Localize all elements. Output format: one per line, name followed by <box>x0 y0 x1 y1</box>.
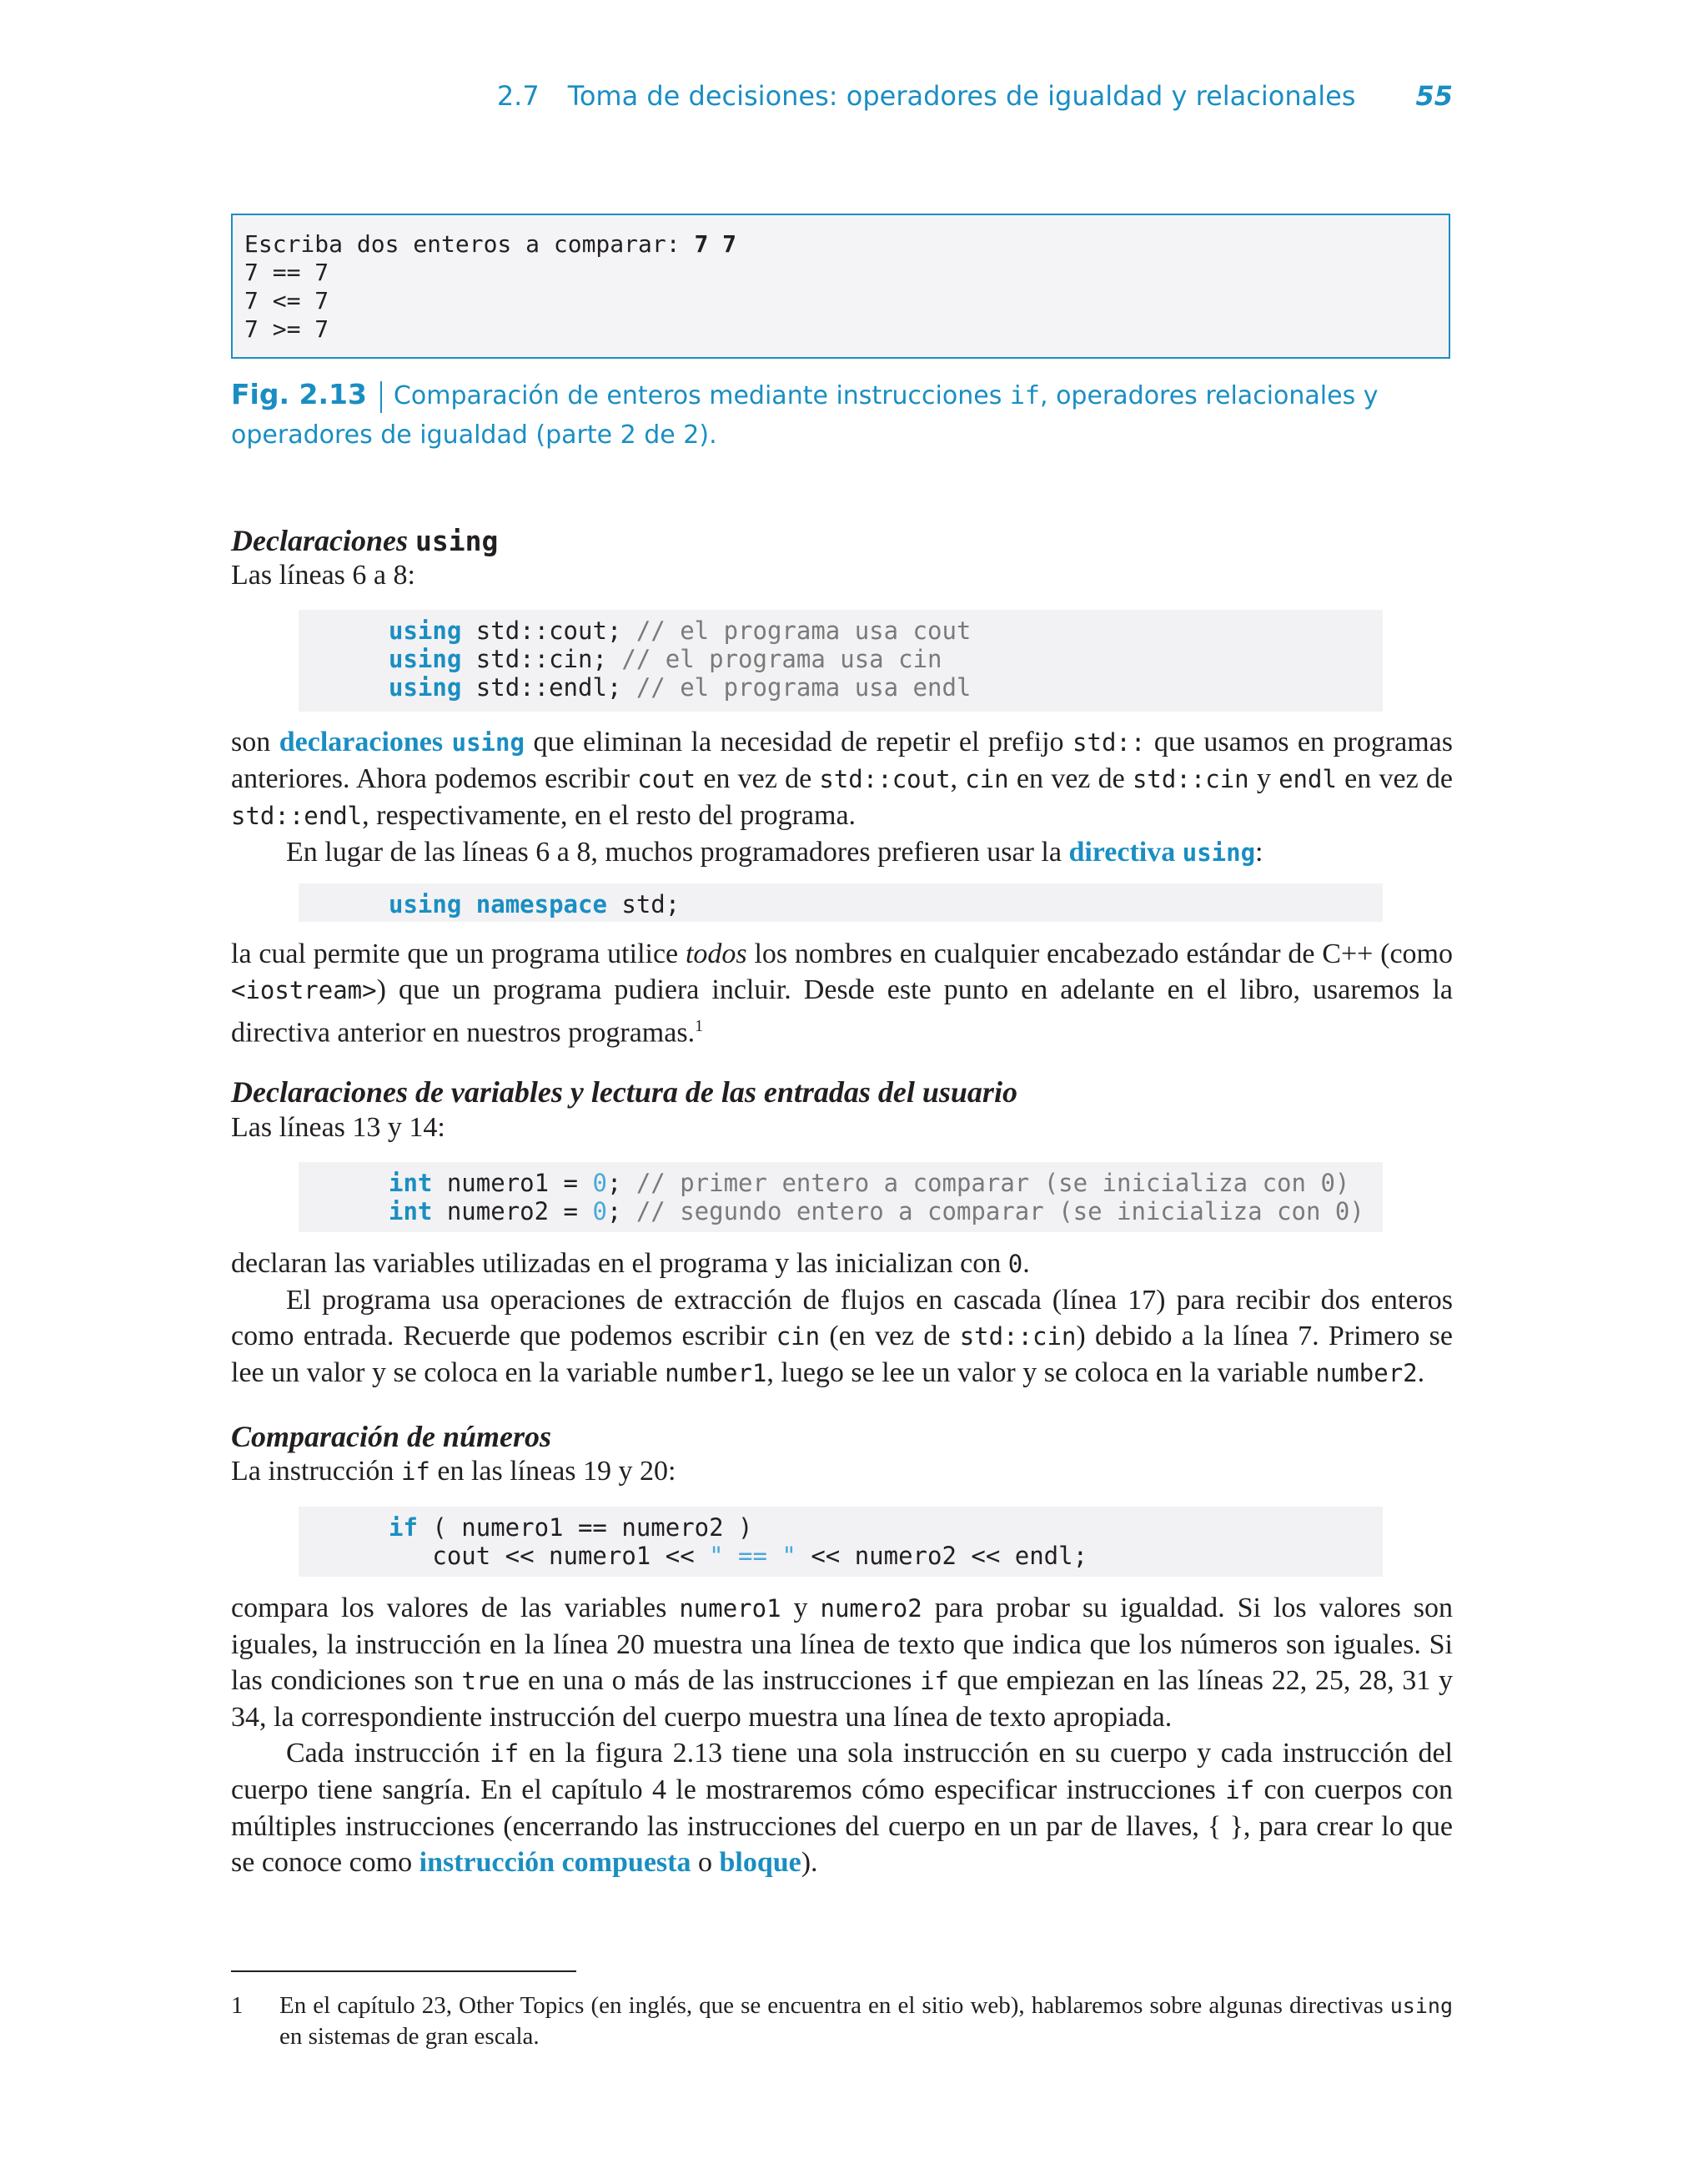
code-keyword: namespace <box>475 890 607 918</box>
code-text: std::cout; <box>461 616 636 645</box>
code-text: cout << numero1 << <box>389 1542 710 1570</box>
code-block-using <box>299 610 1383 712</box>
body-text: son declaraciones using que eliminan la necesidad de repetir el prefijo std:: que usamos en programas anteriores. Ahora podemos escribir cout en vez de std::cout, cin en vez de std::cin y endl en vez de std::endl, respectivamente, en el resto del programa. <box>231 727 1454 831</box>
output-line: 7 <= 7 <box>244 287 329 315</box>
body-text: compara los valores de las variables numero1 y numero2 para probar su igualdad. Si los valores son iguales, la instrucción en la línea 20 muestra una línea de texto que indica que los números son iguales. Si las condiciones son true en una o más de las instrucciones if que empiezan en las líneas 22, 25, 28, 31 y 34, la correspondiente instrucción del cuerpo muestra una línea de texto apropiada. <box>231 1593 1453 1733</box>
code-number: 0 <box>592 1197 607 1225</box>
section-number: 2.7 <box>496 80 540 112</box>
code-text: numero2 = <box>432 1197 593 1225</box>
code-text: << numero2 << endl; <box>796 1542 1088 1570</box>
section-heading-using <box>231 523 498 558</box>
code-text: ; <box>606 1197 636 1225</box>
code-comment: // el programa usa endl <box>635 673 972 702</box>
paragraph <box>231 1590 1453 1880</box>
code-block-if <box>299 1507 1383 1577</box>
figure-label: Fig. 2.13 <box>231 378 367 410</box>
paragraph <box>231 936 1453 1050</box>
code-text: std; <box>606 890 681 918</box>
heading-text: Declaraciones <box>231 524 415 557</box>
code-keyword: using <box>389 616 462 645</box>
code-text: std::endl; <box>461 673 636 702</box>
code-comment: // primer entero a comparar (se inicializa con 0) <box>635 1169 1350 1197</box>
paragraph <box>231 1246 1453 1391</box>
code-comment: // el programa usa cin <box>621 645 942 673</box>
figure-caption <box>231 375 1415 455</box>
paragraph <box>231 1110 1453 1145</box>
body-text: Cada instrucción if en la figura 2.13 tiene una sola instrucción en su cuerpo y cada instrucción del cuerpo tiene sangría. En el capítulo 4 le mostraremos cómo especificar instrucciones if con cuerpos con múltiples instrucciones (encerrando las instrucciones del cuerpo en un par de llaves, { }, para crear lo que se conoce como instrucción compuesta o bloque). <box>231 1738 1454 1878</box>
body-text: El programa usa operaciones de extracción de flujos en cascada (línea 17) para recibir dos enteros como entrada. Recuerde que podemos escribir cin (en vez de std::cin) debido a la línea 7. Primero se lee un valor y se coloca en la variable number1, luego se lee un valor y se coloca en la variable number2. <box>231 1285 1453 1388</box>
key-term: directiva using <box>1068 837 1256 868</box>
code-block-namespace <box>299 883 1383 922</box>
code-line <box>389 890 1383 918</box>
code-comment: // el programa usa cout <box>635 616 972 645</box>
section-heading-comparison: Comparación de números <box>231 1420 552 1453</box>
caption-code: if <box>1009 381 1040 410</box>
footnote-marker: 1 <box>695 1017 704 1035</box>
code-line <box>389 673 1383 702</box>
code-text: ; <box>606 1169 636 1197</box>
paragraph <box>231 557 1453 593</box>
key-term: instrucción compuesta <box>419 1847 691 1878</box>
key-term: declaraciones using <box>279 727 525 757</box>
section-heading-variables: Declaraciones de variables y lectura de las entradas del usuario <box>231 1075 1017 1109</box>
code-line <box>389 1513 1383 1542</box>
code-keyword: int <box>389 1169 433 1197</box>
footnote-rule <box>231 1970 576 1972</box>
running-head <box>0 80 1453 112</box>
code-keyword: using <box>389 645 462 673</box>
footnote-text: En el capítulo 23, Other Topics (en inglés, que se encuentra en el sitio web), hablaremos sobre algunas directivas using en sistemas de gran escala. <box>279 1992 1453 2050</box>
code-keyword: if <box>389 1513 418 1542</box>
intro-text: Las líneas 13 y 14: <box>231 1112 445 1143</box>
caption-text: , operadores relacionales y operadores de igualdad (parte 2 de 2). <box>231 381 1379 450</box>
output-line: 7 >= 7 <box>244 315 329 343</box>
code-line <box>389 645 1383 673</box>
code-line <box>389 616 1383 645</box>
footnote <box>231 1990 1453 2052</box>
user-input: 7 7 <box>694 230 737 258</box>
code-text: std::cin; <box>461 645 622 673</box>
code-number: 0 <box>592 1169 607 1197</box>
code-comment: // segundo entero a comparar (se inicializa con 0) <box>635 1197 1364 1225</box>
intro-text: La instrucción if en las líneas 19 y 20: <box>231 1456 676 1487</box>
body-text: declaran las variables utilizadas en el programa y las inicializan con 0. <box>231 1248 1030 1279</box>
code-line <box>389 1542 1383 1570</box>
heading-code: using <box>414 525 499 557</box>
body-text: En lugar de las líneas 6 a 8, muchos programadores prefieren usar la directiva using: <box>286 837 1263 868</box>
code-keyword: using <box>389 673 462 702</box>
output-prompt: Escriba dos enteros a comparar: <box>244 230 695 258</box>
running-title: Toma de decisiones: operadores de igualdad y relacionales <box>567 80 1356 112</box>
output-line <box>244 230 1437 259</box>
code-text: ( numero1 == numero2 ) <box>417 1513 753 1542</box>
intro-text: Las líneas 6 a 8: <box>231 560 415 591</box>
code-block-variables <box>299 1162 1383 1232</box>
code-string: " == " <box>709 1542 796 1570</box>
caption-text: Comparación de enteros mediante instrucciones <box>393 381 1010 410</box>
output-line: 7 == 7 <box>244 259 329 286</box>
code-text: numero1 = <box>432 1169 593 1197</box>
paragraph <box>231 724 1453 871</box>
key-term: bloque <box>719 1847 801 1878</box>
body-text: la cual permite que un programa utilice todos los nombres en cualquier encabezado estándar de C++ (como <iostream>) que un programa pudiera incluir. Desde este punto en adelante en el libro, usaremos la directiva anterior en nuestros programas.$^1$ <box>231 939 1453 1049</box>
paragraph <box>231 1453 1453 1490</box>
code-keyword: int <box>389 1197 433 1225</box>
caption-divider <box>380 381 382 413</box>
footnote-number: 1 <box>231 1992 244 2019</box>
code-keyword: using <box>389 890 462 918</box>
page-number: 55 <box>1415 80 1453 112</box>
code-line <box>389 1197 1383 1225</box>
code-line <box>389 1169 1383 1197</box>
program-output-box <box>231 214 1450 359</box>
